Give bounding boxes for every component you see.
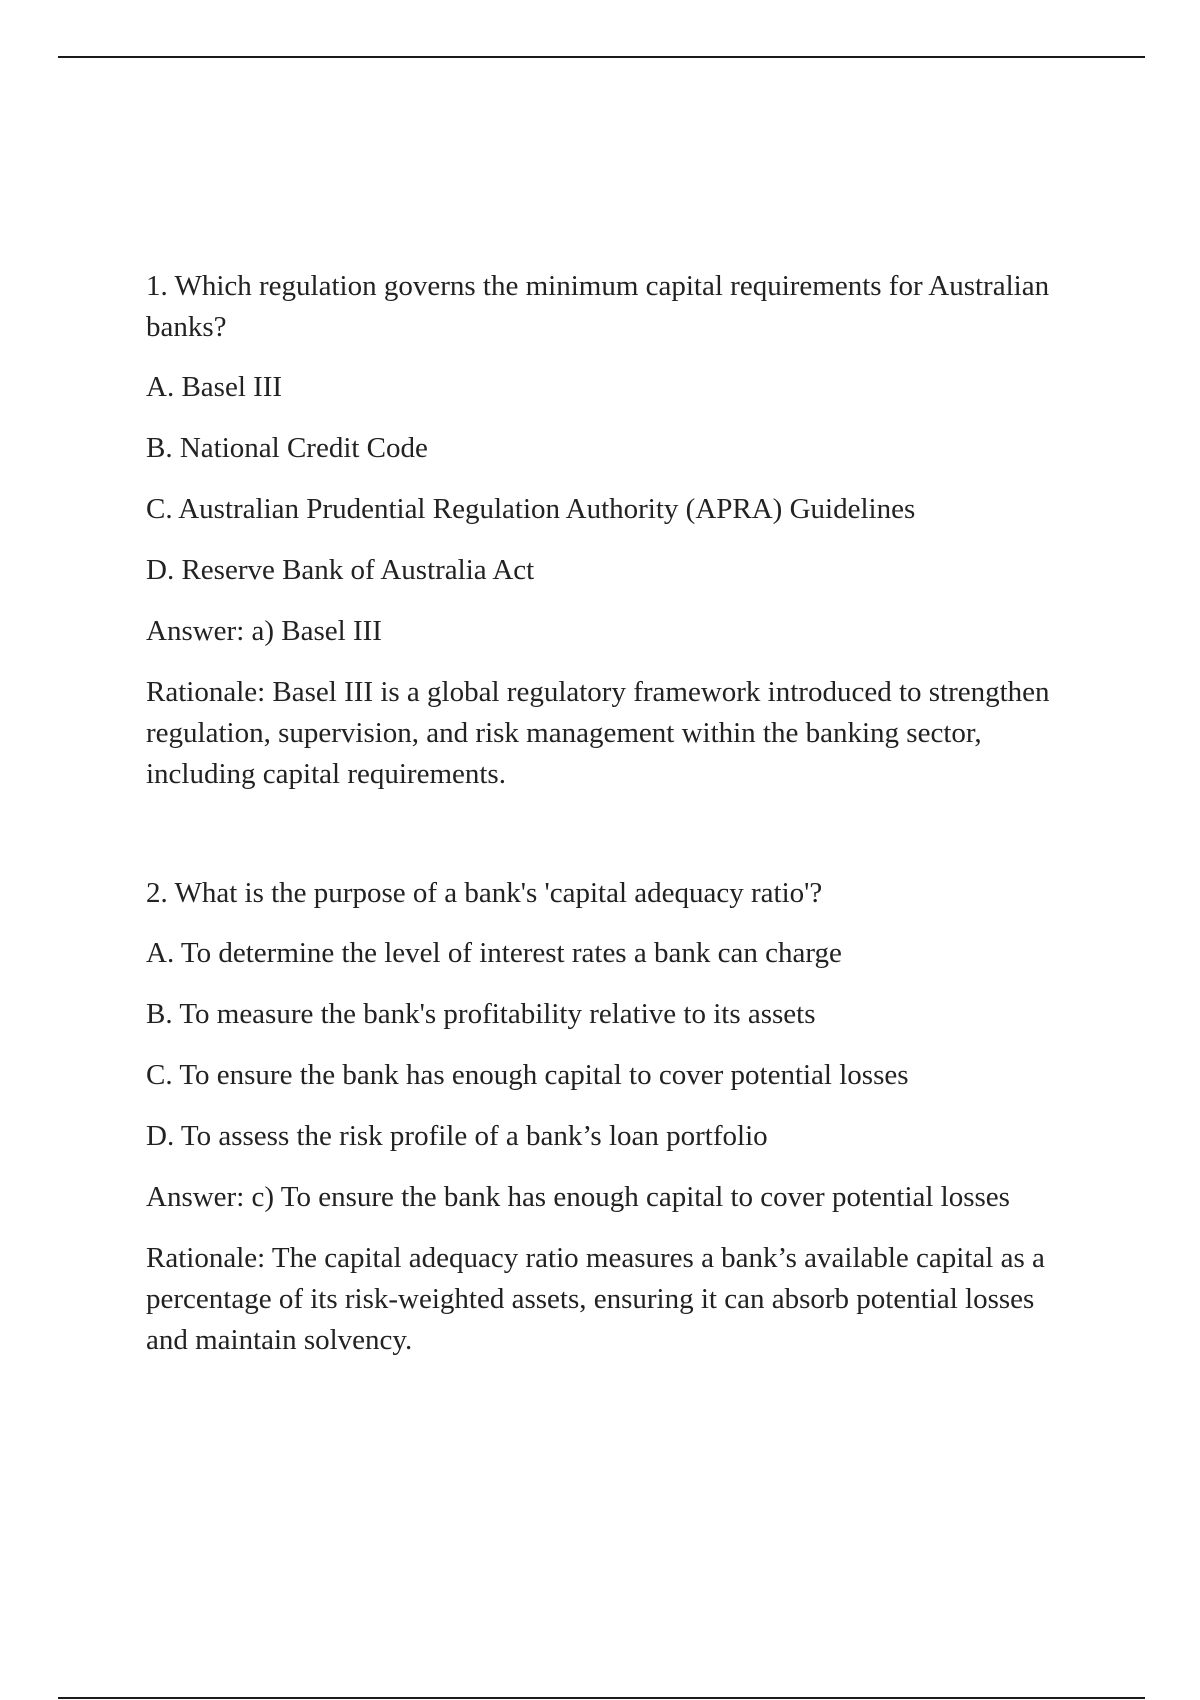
question-1 bbox=[146, 266, 1056, 795]
footer-rule bbox=[58, 1697, 1145, 1699]
document-body bbox=[146, 266, 1056, 1381]
option-a: A. To determine the level of interest rates a bank can charge bbox=[146, 937, 842, 969]
question-prompt: 1. Which regulation governs the minimum capital requirements for Australian banks? bbox=[146, 270, 1050, 343]
option-c: C. To ensure the bank has enough capital to cover potential losses bbox=[146, 1059, 909, 1091]
question-prompt: 2. What is the purpose of a bank's 'capital adequacy ratio'? bbox=[146, 877, 823, 909]
rationale-text: Rationale: The capital adequacy ratio measures a bank’s available capital as a percentage of its risk-weighted assets, ensuring it can absorb potential losses and maintain solvency. bbox=[146, 1242, 1045, 1356]
option-d: D. Reserve Bank of Australia Act bbox=[146, 554, 535, 586]
option-c: C. Australian Prudential Regulation Authority (APRA) Guidelines bbox=[146, 493, 916, 525]
answer-text: Answer: a) Basel III bbox=[146, 615, 382, 647]
option-b: B. National Credit Code bbox=[146, 432, 428, 464]
answer-text: Answer: c) To ensure the bank has enough capital to cover potential losses bbox=[146, 1181, 1010, 1213]
header-rule bbox=[58, 56, 1145, 58]
option-a: A. Basel III bbox=[146, 371, 283, 403]
option-b: B. To measure the bank's profitability relative to its assets bbox=[146, 998, 816, 1030]
option-d: D. To assess the risk profile of a bank’s loan portfolio bbox=[146, 1120, 768, 1152]
rationale-text: Rationale: Basel III is a global regulatory framework introduced to strengthen regulation, supervision, and risk management within the banking sector, including capital requirements. bbox=[146, 676, 1050, 790]
question-2 bbox=[146, 873, 1056, 1361]
